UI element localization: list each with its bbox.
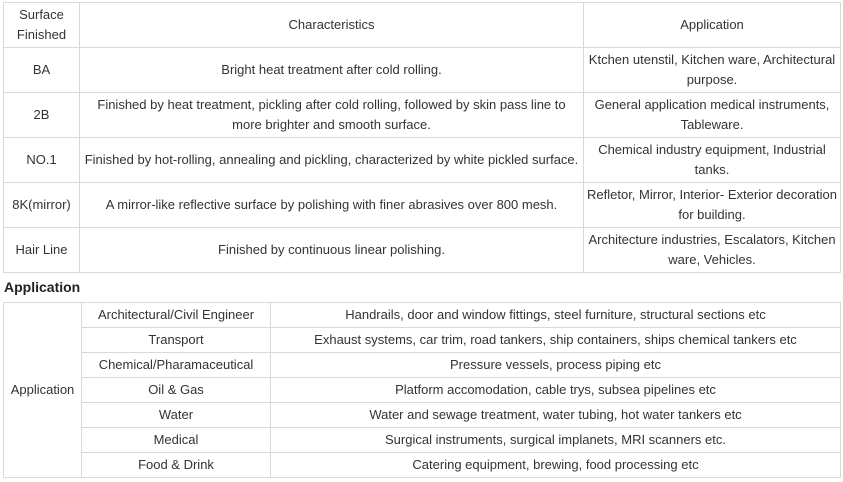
table-row <box>4 378 841 403</box>
finish-cell: Hair Line <box>4 228 80 273</box>
table-row <box>4 48 841 93</box>
header-surface-finished: Surface Finished <box>4 3 80 48</box>
table-row <box>4 93 841 138</box>
finish-cell: 2B <box>4 93 80 138</box>
sector-cell: Water <box>82 403 271 428</box>
application-cell: Ktchen utenstil, Kitchen ware, Architectural purpose. <box>584 48 841 93</box>
application-cell: Chemical industry equipment, Industrial tanks. <box>584 138 841 183</box>
characteristics-cell: Finished by continuous linear polishing. <box>80 228 584 273</box>
sector-cell: Food & Drink <box>82 453 271 478</box>
characteristics-cell: Finished by heat treatment, pickling after cold rolling, followed by skin pass line to more brighter and smooth surface. <box>80 93 584 138</box>
uses-cell: Water and sewage treatment, water tubing, hot water tankers etc <box>271 403 841 428</box>
finish-cell: 8K(mirror) <box>4 183 80 228</box>
table-row <box>4 228 841 273</box>
characteristics-cell: A mirror-like reflective surface by polishing with finer abrasives over 800 mesh. <box>80 183 584 228</box>
application-cell: Refletor, Mirror, Interior- Exterior decoration for building. <box>584 183 841 228</box>
surface-finish-table <box>3 2 841 273</box>
table-row <box>4 353 841 378</box>
finish-cell: BA <box>4 48 80 93</box>
table-header-row <box>4 3 841 48</box>
uses-cell: Pressure vessels, process piping etc <box>271 353 841 378</box>
table-row <box>4 183 841 228</box>
uses-cell: Handrails, door and window fittings, steel furniture, structural sections etc <box>271 303 841 328</box>
characteristics-cell: Bright heat treatment after cold rolling. <box>80 48 584 93</box>
uses-cell: Exhaust systems, car trim, road tankers, ship containers, ships chemical tankers etc <box>271 328 841 353</box>
table-row <box>4 328 841 353</box>
uses-cell: Surgical instruments, surgical implanets, MRI scanners etc. <box>271 428 841 453</box>
table-row <box>4 403 841 428</box>
application-cell: Architecture industries, Escalators, Kitchen ware, Vehicles. <box>584 228 841 273</box>
table-row <box>4 428 841 453</box>
table-row <box>4 453 841 478</box>
sector-cell: Transport <box>82 328 271 353</box>
table-row <box>4 303 841 328</box>
sector-cell: Oil & Gas <box>82 378 271 403</box>
finish-cell: NO.1 <box>4 138 80 183</box>
sector-cell: Medical <box>82 428 271 453</box>
characteristics-cell: Finished by hot-rolling, annealing and pickling, characterized by white pickled surface. <box>80 138 584 183</box>
uses-cell: Catering equipment, brewing, food processing etc <box>271 453 841 478</box>
table-row <box>4 138 841 183</box>
uses-cell: Platform accomodation, cable trys, subsea pipelines etc <box>271 378 841 403</box>
application-table <box>3 302 841 478</box>
section-title: Application <box>4 279 81 295</box>
application-cell: General application medical instruments, Tableware. <box>584 93 841 138</box>
application-row-label: Application <box>4 303 82 478</box>
sector-cell: Chemical/Pharamaceutical <box>82 353 271 378</box>
header-characteristics: Characteristics <box>80 3 584 48</box>
sector-cell: Architectural/Civil Engineer <box>82 303 271 328</box>
header-application: Application <box>584 3 841 48</box>
